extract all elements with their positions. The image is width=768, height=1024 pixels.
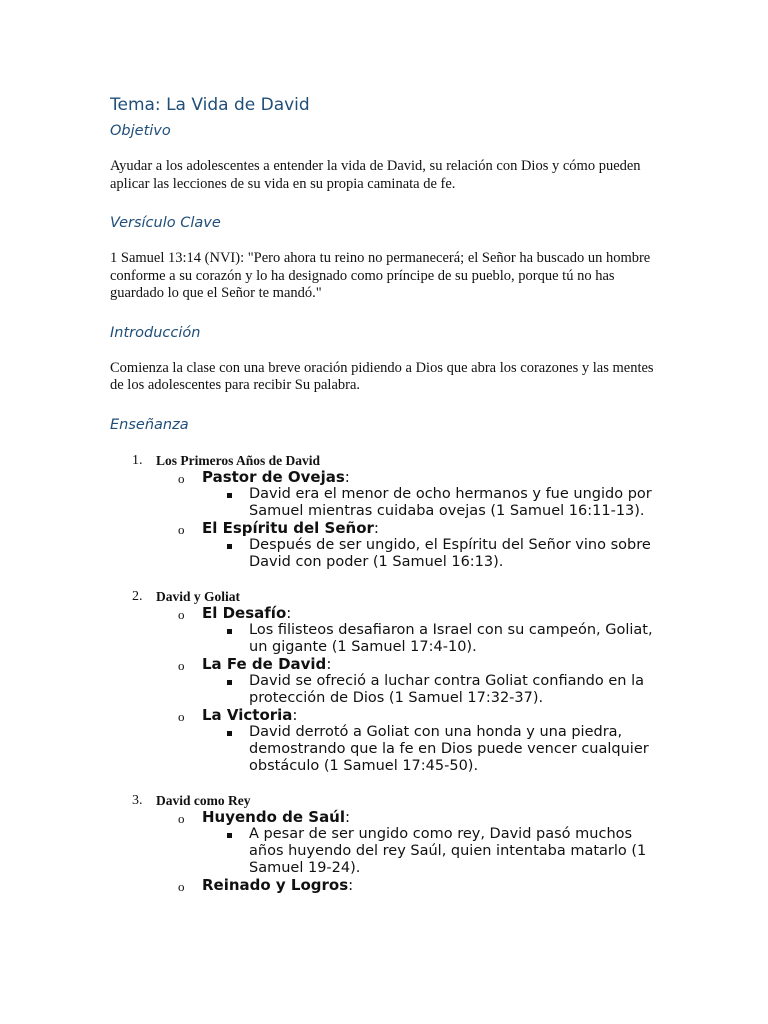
detail-item	[202, 622, 659, 656]
point-list	[110, 809, 670, 894]
detail-text: Los filisteos desafiaron a Israel con su campeón, Goliat, un gigante (1 Samuel 17:4-10).	[249, 621, 653, 655]
point-colon: :	[326, 654, 332, 673]
circle-bullet-icon: o	[178, 657, 185, 673]
detail-list	[202, 826, 670, 877]
point-label: La Victoria	[202, 705, 293, 724]
point-heading	[178, 518, 670, 537]
point-heading	[178, 654, 670, 673]
lesson-title: David y Goliat	[156, 588, 241, 604]
detail-text: David era el menor de ocho hermanos y fue ungido por Samuel mientras cuidaba ovejas (1 Samuel 16:11-13).	[249, 485, 652, 519]
lesson-heading	[110, 792, 670, 809]
point-colon: :	[345, 807, 351, 826]
lesson-heading	[110, 588, 670, 605]
lesson-number: 3.	[132, 792, 143, 808]
circle-bullet-icon: o	[178, 470, 185, 486]
square-bullet-icon	[227, 493, 232, 498]
square-bullet-icon	[227, 833, 232, 838]
section-text-objetivo: Ayudar a los adolescentes a entender la vida de David, su relación con Dios y cómo pueden aplicar las lecciones de su vida en su propia caminata de fe.	[110, 158, 641, 192]
point-colon: :	[286, 603, 292, 622]
point-list	[110, 605, 670, 775]
detail-list	[202, 673, 670, 707]
section-text-versiculo: 1 Samuel 13:14 (NVI): "Pero ahora tu reino no permanecerá; el Señor ha buscado un hombre conforme a su corazón y lo ha designado como príncipe de su pueblo, porque tú no has guardado lo que el Señor te mandó."	[110, 250, 651, 301]
detail-item	[202, 826, 659, 877]
point-colon: :	[292, 705, 298, 724]
section-text-introduccion: Comienza la clase con una breve oración pidiendo a Dios que abra los corazones y las mentes de los adolescentes para recibir Su palabra.	[110, 359, 654, 393]
detail-list	[202, 537, 670, 571]
point-list	[110, 469, 670, 571]
point-item	[110, 809, 670, 877]
square-bullet-icon	[227, 629, 232, 634]
lesson-number: 2.	[132, 588, 143, 604]
point-heading	[178, 705, 670, 724]
point-item	[110, 707, 670, 775]
lesson-item	[110, 792, 670, 894]
lesson-spacer	[110, 775, 670, 792]
detail-text: David se ofreció a luchar contra Goliat confiando en la protección de Dios (1 Samuel 17:32-37).	[249, 672, 644, 706]
point-heading	[178, 807, 670, 826]
section-heading-objetivo: Objetivo	[110, 123, 171, 139]
detail-list	[202, 724, 670, 775]
square-bullet-icon	[227, 731, 232, 736]
detail-text: David derrotó a Goliat con una honda y una piedra, demostrando que la fe en Dios puede vencer cualquier obstáculo (1 Samuel 17:45-50).	[249, 723, 649, 774]
circle-bullet-icon: o	[178, 606, 185, 622]
lesson-number: 1.	[132, 452, 143, 468]
lesson-spacer	[110, 571, 670, 588]
point-item	[110, 605, 670, 656]
point-heading	[178, 603, 670, 622]
point-colon: :	[348, 875, 354, 894]
point-heading	[178, 467, 670, 486]
point-colon: :	[344, 467, 350, 486]
lesson-title: David como Rey	[156, 792, 251, 808]
circle-bullet-icon: o	[178, 878, 185, 894]
point-label: El Desafío	[202, 603, 287, 622]
point-item	[110, 656, 670, 707]
lesson-item	[110, 452, 670, 571]
lesson-item	[110, 588, 670, 775]
detail-list	[202, 486, 670, 520]
detail-item	[202, 673, 659, 707]
point-item	[110, 469, 670, 520]
document-title: Tema: La Vida de David	[110, 95, 310, 115]
square-bullet-icon	[227, 544, 232, 549]
section-heading-versiculo: Versículo Clave	[110, 215, 221, 231]
lesson-list	[110, 452, 670, 894]
detail-text: Después de ser ungido, el Espíritu del Señor vino sobre David con poder (1 Samuel 16:13).	[249, 536, 651, 570]
detail-list	[202, 622, 670, 656]
point-item	[110, 520, 670, 571]
detail-text: A pesar de ser ungido como rey, David pasó muchos años huyendo del rey Saúl, quien intentaba matarlo (1 Samuel 19-24).	[249, 825, 647, 876]
section-heading-introduccion: Introducción	[110, 324, 201, 341]
detail-item	[202, 724, 659, 775]
detail-item	[202, 486, 659, 520]
point-item	[110, 877, 670, 894]
point-label: La Fe de David	[202, 654, 327, 673]
detail-item	[202, 537, 659, 571]
circle-bullet-icon: o	[178, 521, 185, 537]
point-colon: :	[373, 518, 379, 537]
point-label: Reinado y Logros	[202, 875, 349, 894]
section-heading-ensenanza: Enseñanza	[110, 416, 189, 433]
circle-bullet-icon: o	[178, 708, 185, 724]
document-page	[110, 93, 670, 894]
square-bullet-icon	[227, 680, 232, 685]
point-heading	[178, 875, 670, 894]
point-label: El Espíritu del Señor	[202, 518, 374, 537]
point-label: Huyendo de Saúl	[202, 807, 346, 826]
circle-bullet-icon: o	[178, 810, 185, 826]
point-label: Pastor de Ovejas	[202, 467, 345, 486]
lesson-heading	[110, 452, 670, 469]
lesson-title: Los Primeros Años de David	[156, 452, 321, 468]
